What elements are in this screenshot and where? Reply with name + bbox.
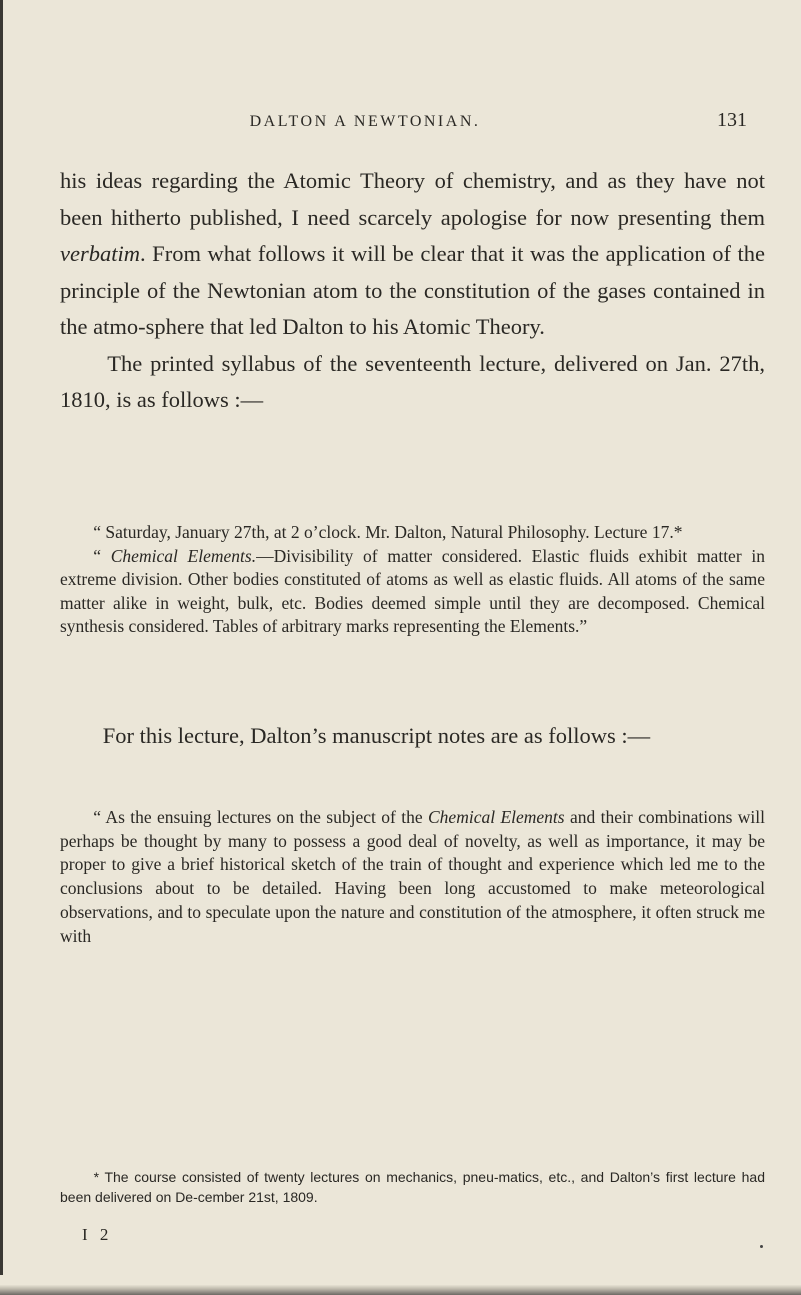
- running-title: DALTON A NEWTONIAN.: [249, 113, 481, 130]
- page-edge-left: [0, 0, 3, 1275]
- paragraph-1: his ideas regarding the Atomic Theory of chemistry, and as they have not been hitherto published, I need scarcely apologise for now presenting them verbatim. From what follows it will be clear that it was the application of the principle of the Newtonian atom to the constitution of the gases contained in the atmo-sphere that led Dalton to his Atomic Theory.: [60, 168, 765, 339]
- page-edge-bottom: [0, 1285, 801, 1295]
- paragraph-2: The printed syllabus of the seventeenth lecture, delivered on Jan. 27th, 1810, is as follows :—: [60, 350, 765, 412]
- syllabus-quote: [60, 521, 765, 639]
- syllabus-line-2: “ Chemical Elements.—Divisibility of matter considered. Elastic fluids exhibit matter in extreme division. Other bodies constituted of atoms as well as elastic fluids. All atoms of the same matter alike in weight, bulk, etc. Bodies deemed simple until they are decomposed. Chemical synthesis considered. Tables of arbitrary marks representing the Elements.”: [60, 545, 765, 637]
- chemical-elements-italic: Chemical Elements.: [110, 545, 257, 566]
- footnote: * The course consisted of twenty lectures on mechanics, pneu-matics, etc., and Dalton’s first lecture had been delivered on De-cember 21st, 1809.: [60, 1169, 765, 1205]
- resume-paragraph: For this lecture, Dalton’s manuscript notes are as follows :—: [102, 723, 651, 748]
- chemical-elements-italic-2: Chemical Elements: [428, 807, 565, 827]
- signature-mark: I 2: [82, 1225, 113, 1244]
- running-head: [60, 109, 765, 143]
- main-text: [60, 163, 765, 419]
- manuscript-notes-quote: “ As the ensuing lectures on the subject of the Chemical Elements and their combinations will perhaps be thought by many to possess a good deal of novelty, as well as importance, it may be proper to give a brief historical sketch of the train of thought and experience which led me to the conclusions about to be detailed. Having been long accustomed to make meteorological observations, and to speculate upon the nature and constitution of the atmosphere, it often struck me with: [60, 807, 766, 946]
- page-number: 131: [717, 109, 747, 131]
- syllabus-line-1: “ Saturday, January 27th, at 2 o’clock. Mr. Dalton, Natural Philosophy. Lecture 17.*: [93, 522, 683, 542]
- verbatim-italic: verbatim: [60, 241, 140, 266]
- printer-dot: [760, 1245, 763, 1248]
